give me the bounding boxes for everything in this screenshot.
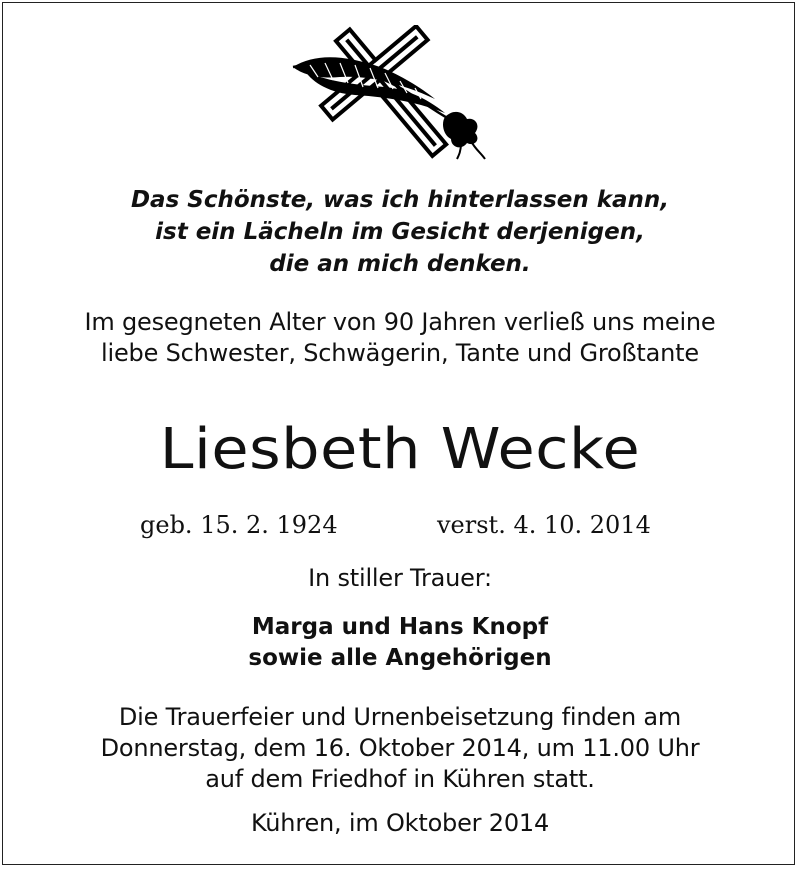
ceremony-line: auf dem Friedhof in Kühren statt. — [205, 765, 595, 793]
mourning-heading: In stiller Trauer: — [308, 564, 492, 592]
closing-place-date: Kühren, im Oktober 2014 — [250, 809, 550, 837]
quote-line: die an mich denken. — [269, 251, 531, 277]
deceased-name: Liesbeth Wecke — [159, 417, 641, 482]
mourner-line: Marga und Hans Knopf — [251, 614, 549, 640]
cross-with-palm-branch-icon — [285, 25, 500, 160]
ceremony-line: Die Trauerfeier und Urnenbeisetzung finden am — [118, 703, 682, 731]
quote-line: Das Schönste, was ich hinterlassen kann, — [130, 187, 670, 213]
ceremony-line: Donnerstag, dem 16. Oktober 2014, um 11.00 Uhr — [100, 734, 700, 762]
quote-line: ist ein Lächeln im Gesicht derjenigen, — [155, 219, 645, 245]
birth-date: geb. 15. 2. 1924 — [140, 511, 338, 539]
intro-line: Im gesegneten Alter von 90 Jahren verließ uns meine — [84, 308, 716, 336]
mourner-line: sowie alle Angehörigen — [248, 645, 552, 671]
death-date: verst. 4. 10. 2014 — [437, 511, 651, 539]
intro-line: liebe Schwester, Schwägerin, Tante und Großtante — [101, 339, 699, 367]
